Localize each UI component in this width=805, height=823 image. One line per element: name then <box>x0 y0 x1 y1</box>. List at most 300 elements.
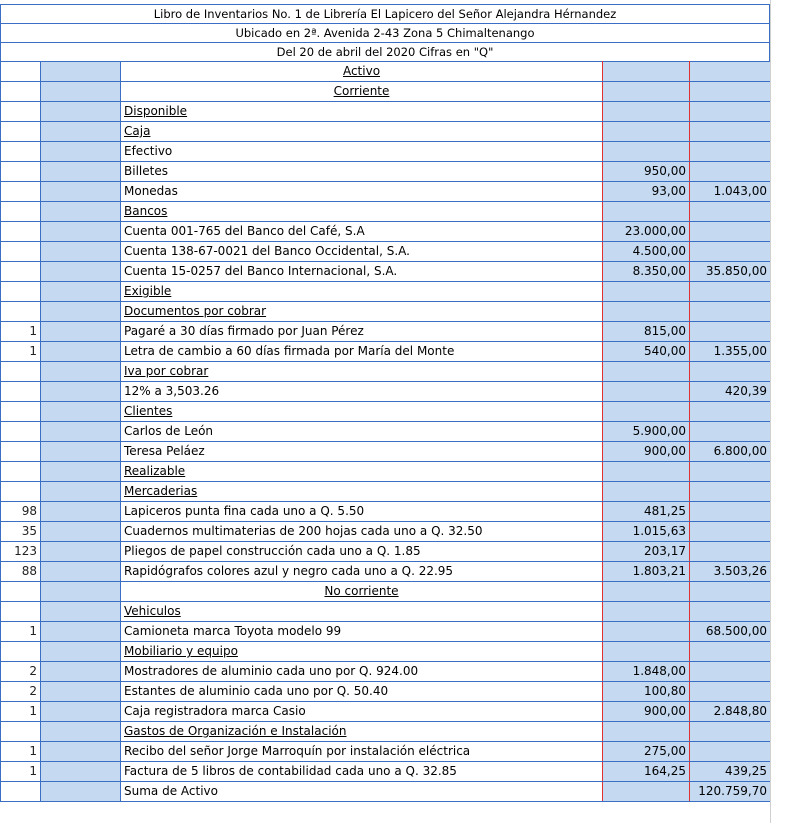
blank-cell[interactable] <box>41 602 121 622</box>
description-cell[interactable] <box>121 382 603 402</box>
total-amount-cell[interactable] <box>690 262 771 282</box>
inventory-table <box>0 61 771 802</box>
partial-amount-text: 275,00 <box>644 744 686 758</box>
quantity-cell[interactable] <box>1 122 41 142</box>
description-cell[interactable] <box>121 222 603 242</box>
total-amount-cell[interactable] <box>690 722 771 742</box>
quantity-text: 1 <box>29 744 37 758</box>
quantity-text: 1 <box>29 344 37 358</box>
description-cell[interactable] <box>121 582 603 602</box>
total-amount-cell[interactable] <box>690 362 771 382</box>
quantity-text: 98 <box>21 504 37 518</box>
blank-cell[interactable] <box>41 782 121 802</box>
blank-cell[interactable] <box>41 762 121 782</box>
partial-amount-cell[interactable] <box>603 642 690 662</box>
description-cell[interactable] <box>121 522 603 542</box>
total-amount-cell[interactable] <box>690 622 771 642</box>
quantity-cell[interactable] <box>1 102 41 122</box>
total-amount-cell[interactable] <box>690 682 771 702</box>
total-amount-text: 1.355,00 <box>713 344 767 358</box>
quantity-text: 2 <box>29 684 37 698</box>
description-text: Caja <box>124 124 151 138</box>
description-text: Cuadernos multimaterias de 200 hojas cada uno a Q. 32.50 <box>124 524 483 538</box>
total-amount-cell[interactable] <box>690 782 771 802</box>
table-row <box>1 622 771 642</box>
quantity-cell[interactable] <box>1 62 41 82</box>
table-row <box>1 482 771 502</box>
partial-amount-cell[interactable] <box>603 222 690 242</box>
partial-amount-cell[interactable] <box>603 102 690 122</box>
partial-amount-cell[interactable] <box>603 742 690 762</box>
table-row <box>1 302 771 322</box>
description-text: Iva por cobrar <box>124 364 209 378</box>
description-text: Caja registradora marca Casio <box>124 704 306 718</box>
partial-amount-cell[interactable] <box>603 242 690 262</box>
header-address-cell[interactable] <box>0 23 770 43</box>
description-text: Disponible <box>124 104 188 118</box>
total-amount-cell[interactable] <box>690 202 771 222</box>
blank-cell[interactable] <box>41 482 121 502</box>
partial-amount-cell[interactable] <box>603 402 690 422</box>
partial-amount-cell[interactable] <box>603 722 690 742</box>
quantity-text: 1 <box>29 624 37 638</box>
partial-amount-cell[interactable] <box>603 322 690 342</box>
blank-cell[interactable] <box>41 182 121 202</box>
quantity-cell[interactable] <box>1 782 41 802</box>
quantity-cell[interactable] <box>1 202 41 222</box>
total-amount-cell[interactable] <box>690 82 771 102</box>
quantity-cell[interactable] <box>1 142 41 162</box>
total-amount-cell[interactable] <box>690 582 771 602</box>
partial-amount-text: 5.900,00 <box>632 424 686 438</box>
description-cell[interactable] <box>121 202 603 222</box>
description-cell[interactable] <box>121 102 603 122</box>
description-text: Teresa Peláez <box>124 444 205 458</box>
table-row <box>1 222 771 242</box>
total-amount-cell[interactable] <box>690 302 771 322</box>
description-text: Pagaré a 30 días firmado por Juan Pérez <box>124 324 364 338</box>
total-amount-cell[interactable] <box>690 282 771 302</box>
partial-amount-cell[interactable] <box>603 522 690 542</box>
total-amount-cell[interactable] <box>690 442 771 462</box>
description-cell[interactable] <box>121 342 603 362</box>
total-amount-cell[interactable] <box>690 142 771 162</box>
header-address: Ubicado en 2ª. Avenida 2-43 Zona 5 Chimaltenango <box>235 26 535 40</box>
table-row <box>1 702 771 722</box>
total-amount-cell[interactable] <box>690 502 771 522</box>
quantity-cell[interactable] <box>1 742 41 762</box>
table-row <box>1 762 771 782</box>
total-amount-text: 68.500,00 <box>705 624 767 638</box>
quantity-cell[interactable] <box>1 322 41 342</box>
header-date-cell[interactable] <box>0 42 770 62</box>
description-cell[interactable] <box>121 262 603 282</box>
description-cell[interactable] <box>121 62 603 82</box>
table-row <box>1 682 771 702</box>
blank-cell[interactable] <box>41 562 121 582</box>
header-date: Del 20 de abril del 2020 Cifras en "Q" <box>276 45 494 59</box>
partial-amount-cell[interactable] <box>603 682 690 702</box>
quantity-cell[interactable] <box>1 222 41 242</box>
quantity-text: 1 <box>29 764 37 778</box>
blank-cell[interactable] <box>41 102 121 122</box>
description-cell[interactable] <box>121 302 603 322</box>
header-title: Libro de Inventarios No. 1 de Librería El Lapicero del Señor Alejandra Hérnandez <box>153 7 617 21</box>
table-row <box>1 202 771 222</box>
table-row <box>1 782 771 802</box>
description-text: Cuenta 138-67-0021 del Banco Occidental, S.A. <box>124 244 410 258</box>
description-text: Clientes <box>124 404 173 418</box>
description-cell[interactable] <box>121 362 603 382</box>
table-row <box>1 602 771 622</box>
partial-amount-text: 540,00 <box>644 344 686 358</box>
description-cell[interactable] <box>121 542 603 562</box>
quantity-text: 1 <box>29 704 37 718</box>
partial-amount-cell[interactable] <box>603 202 690 222</box>
blank-cell[interactable] <box>41 242 121 262</box>
blank-cell[interactable] <box>41 522 121 542</box>
partial-amount-cell[interactable] <box>603 62 690 82</box>
description-cell[interactable] <box>121 562 603 582</box>
blank-cell[interactable] <box>41 582 121 602</box>
table-row <box>1 742 771 762</box>
partial-amount-text: 1.015,63 <box>632 524 686 538</box>
blank-cell[interactable] <box>41 62 121 82</box>
total-amount-cell[interactable] <box>690 602 771 622</box>
description-cell[interactable] <box>121 742 603 762</box>
partial-amount-cell[interactable] <box>603 442 690 462</box>
description-text: Carlos de León <box>124 424 214 438</box>
blank-cell[interactable] <box>41 642 121 662</box>
total-amount-cell[interactable] <box>690 522 771 542</box>
total-amount-cell[interactable] <box>690 562 771 582</box>
partial-amount-text: 23.000,00 <box>624 224 686 238</box>
total-amount-text: 3.503,26 <box>713 564 767 578</box>
blank-cell[interactable] <box>41 462 121 482</box>
total-amount-cell[interactable] <box>690 62 771 82</box>
partial-amount-text: 93,00 <box>651 184 686 198</box>
quantity-text: 88 <box>21 564 37 578</box>
quantity-cell[interactable] <box>1 182 41 202</box>
table-row <box>1 62 771 82</box>
partial-amount-cell[interactable] <box>603 462 690 482</box>
total-amount-text: 2.848,80 <box>713 704 767 718</box>
blank-cell[interactable] <box>41 402 121 422</box>
table-row <box>1 342 771 362</box>
blank-cell[interactable] <box>41 262 121 282</box>
partial-amount-cell[interactable] <box>603 622 690 642</box>
description-cell[interactable] <box>121 762 603 782</box>
quantity-cell[interactable] <box>1 362 41 382</box>
quantity-cell[interactable] <box>1 282 41 302</box>
description-text: Suma de Activo <box>124 784 218 798</box>
header-title-cell[interactable] <box>0 4 770 24</box>
partial-amount-cell[interactable] <box>603 762 690 782</box>
total-amount-cell[interactable] <box>690 342 771 362</box>
total-amount-cell[interactable] <box>690 462 771 482</box>
description-text: 12% a 3,503.26 <box>124 384 220 398</box>
description-cell[interactable] <box>121 462 603 482</box>
description-cell[interactable] <box>121 602 603 622</box>
total-amount-cell[interactable] <box>690 422 771 442</box>
total-amount-cell[interactable] <box>690 482 771 502</box>
table-row <box>1 642 771 662</box>
description-cell[interactable] <box>121 702 603 722</box>
partial-amount-cell[interactable] <box>603 302 690 322</box>
quantity-cell[interactable] <box>1 342 41 362</box>
description-text: Cuenta 001-765 del Banco del Café, S.A <box>124 224 365 238</box>
blank-cell[interactable] <box>41 202 121 222</box>
description-text: Corriente <box>333 84 390 98</box>
description-cell[interactable] <box>121 722 603 742</box>
table-row <box>1 662 771 682</box>
description-text: Gastos de Organización e Instalación <box>124 724 347 738</box>
partial-amount-cell[interactable] <box>603 142 690 162</box>
partial-amount-cell[interactable] <box>603 362 690 382</box>
quantity-cell[interactable] <box>1 262 41 282</box>
quantity-cell[interactable] <box>1 722 41 742</box>
total-amount-cell[interactable] <box>690 162 771 182</box>
total-amount-cell[interactable] <box>690 402 771 422</box>
blank-cell[interactable] <box>41 222 121 242</box>
table-row <box>1 722 771 742</box>
partial-amount-cell[interactable] <box>603 282 690 302</box>
total-amount-cell[interactable] <box>690 542 771 562</box>
table-row <box>1 382 771 402</box>
description-cell[interactable] <box>121 242 603 262</box>
description-text: Letra de cambio a 60 días firmada por María del Monte <box>124 344 455 358</box>
partial-amount-text: 900,00 <box>644 704 686 718</box>
partial-amount-text: 1.848,00 <box>632 664 686 678</box>
quantity-cell[interactable] <box>1 82 41 102</box>
quantity-text: 123 <box>14 544 37 558</box>
description-text: Estantes de aluminio cada uno por Q. 50.40 <box>124 684 389 698</box>
description-text: Mobiliario y equipo <box>124 644 238 658</box>
quantity-cell[interactable] <box>1 562 41 582</box>
description-text: Factura de 5 libros de contabilidad cada uno a Q. 32.85 <box>124 764 457 778</box>
total-amount-text: 6.800,00 <box>713 444 767 458</box>
table-row <box>1 102 771 122</box>
description-cell[interactable] <box>121 122 603 142</box>
quantity-cell[interactable] <box>1 642 41 662</box>
quantity-cell[interactable] <box>1 422 41 442</box>
blank-cell[interactable] <box>41 162 121 182</box>
partial-amount-cell[interactable] <box>603 182 690 202</box>
partial-amount-text: 950,00 <box>644 164 686 178</box>
table-row <box>1 542 771 562</box>
quantity-cell[interactable] <box>1 302 41 322</box>
blank-cell[interactable] <box>41 422 121 442</box>
partial-amount-cell[interactable] <box>603 482 690 502</box>
quantity-cell[interactable] <box>1 762 41 782</box>
description-cell[interactable] <box>121 642 603 662</box>
total-amount-cell[interactable] <box>690 182 771 202</box>
total-amount-text: 35.850,00 <box>705 264 767 278</box>
quantity-cell[interactable] <box>1 702 41 722</box>
partial-amount-cell[interactable] <box>603 602 690 622</box>
blank-cell[interactable] <box>41 622 121 642</box>
blank-cell[interactable] <box>41 702 121 722</box>
description-text: Pliegos de papel construcción cada uno a Q. 1.85 <box>124 544 421 558</box>
description-text: Recibo del señor Jorge Marroquín por instalación eléctrica <box>124 744 471 758</box>
quantity-cell[interactable] <box>1 482 41 502</box>
total-amount-text: 439,25 <box>725 764 767 778</box>
blank-cell[interactable] <box>41 302 121 322</box>
partial-amount-cell[interactable] <box>603 382 690 402</box>
blank-cell[interactable] <box>41 382 121 402</box>
partial-amount-cell[interactable] <box>603 562 690 582</box>
partial-amount-cell[interactable] <box>603 82 690 102</box>
description-cell[interactable] <box>121 682 603 702</box>
total-amount-cell[interactable] <box>690 642 771 662</box>
quantity-cell[interactable] <box>1 162 41 182</box>
total-amount-text: 420,39 <box>725 384 767 398</box>
blank-cell[interactable] <box>41 362 121 382</box>
table-row <box>1 122 771 142</box>
table-row <box>1 442 771 462</box>
partial-amount-text: 4.500,00 <box>632 244 686 258</box>
total-amount-cell[interactable] <box>690 742 771 762</box>
partial-amount-cell[interactable] <box>603 782 690 802</box>
partial-amount-text: 1.803,21 <box>632 564 686 578</box>
total-amount-cell[interactable] <box>690 322 771 342</box>
table-row <box>1 362 771 382</box>
blank-cell[interactable] <box>41 282 121 302</box>
partial-amount-cell[interactable] <box>603 662 690 682</box>
description-text: No corriente <box>324 584 399 598</box>
quantity-cell[interactable] <box>1 442 41 462</box>
total-amount-cell[interactable] <box>690 102 771 122</box>
partial-amount-cell[interactable] <box>603 262 690 282</box>
partial-amount-cell[interactable] <box>603 162 690 182</box>
table-row <box>1 502 771 522</box>
table-row <box>1 562 771 582</box>
partial-amount-cell[interactable] <box>603 502 690 522</box>
total-amount-cell[interactable] <box>690 662 771 682</box>
table-row <box>1 142 771 162</box>
description-cell[interactable] <box>121 502 603 522</box>
quantity-cell[interactable] <box>1 502 41 522</box>
description-cell[interactable] <box>121 422 603 442</box>
description-cell[interactable] <box>121 442 603 462</box>
partial-amount-text: 8.350,00 <box>632 264 686 278</box>
table-row <box>1 402 771 422</box>
quantity-cell[interactable] <box>1 682 41 702</box>
table-row <box>1 422 771 442</box>
blank-cell[interactable] <box>41 662 121 682</box>
quantity-text: 35 <box>21 524 37 538</box>
description-text: Vehiculos <box>124 604 181 618</box>
quantity-cell[interactable] <box>1 582 41 602</box>
description-text: Exigible <box>124 284 172 298</box>
partial-amount-cell[interactable] <box>603 542 690 562</box>
quantity-text: 1 <box>29 324 37 338</box>
quantity-cell[interactable] <box>1 602 41 622</box>
description-text: Realizable <box>124 464 186 478</box>
description-text: Efectivo <box>124 144 173 158</box>
blank-cell[interactable] <box>41 502 121 522</box>
blank-cell[interactable] <box>41 322 121 342</box>
description-text: Mostradores de aluminio cada uno por Q. 924.00 <box>124 664 419 678</box>
blank-cell[interactable] <box>41 682 121 702</box>
quantity-cell[interactable] <box>1 462 41 482</box>
table-row <box>1 162 771 182</box>
description-cell[interactable] <box>121 662 603 682</box>
partial-amount-cell[interactable] <box>603 582 690 602</box>
partial-amount-text: 900,00 <box>644 444 686 458</box>
table-row <box>1 462 771 482</box>
description-text: Cuenta 15-0257 del Banco Internacional, S.A. <box>124 264 398 278</box>
total-amount-cell[interactable] <box>690 702 771 722</box>
partial-amount-cell[interactable] <box>603 422 690 442</box>
description-text: Rapidógrafos colores azul y negro cada uno a Q. 22.95 <box>124 564 454 578</box>
quantity-cell[interactable] <box>1 382 41 402</box>
description-cell[interactable] <box>121 182 603 202</box>
quantity-cell[interactable] <box>1 522 41 542</box>
total-amount-cell[interactable] <box>690 762 771 782</box>
description-cell[interactable] <box>121 782 603 802</box>
total-amount-cell[interactable] <box>690 382 771 402</box>
description-text: Activo <box>342 64 381 78</box>
quantity-cell[interactable] <box>1 402 41 422</box>
description-cell[interactable] <box>121 402 603 422</box>
partial-amount-text: 203,17 <box>644 544 686 558</box>
blank-cell[interactable] <box>41 722 121 742</box>
total-amount-text: 120.759,70 <box>698 784 767 798</box>
description-text: Documentos por cobrar <box>124 304 267 318</box>
blank-cell[interactable] <box>41 542 121 562</box>
description-cell[interactable] <box>121 142 603 162</box>
quantity-cell[interactable] <box>1 662 41 682</box>
description-cell[interactable] <box>121 322 603 342</box>
partial-amount-cell[interactable] <box>603 702 690 722</box>
description-text: Bancos <box>124 204 168 218</box>
blank-cell[interactable] <box>41 342 121 362</box>
description-cell[interactable] <box>121 622 603 642</box>
description-text: Camioneta marca Toyota modelo 99 <box>124 624 342 638</box>
table-row <box>1 82 771 102</box>
blank-cell[interactable] <box>41 742 121 762</box>
total-amount-cell[interactable] <box>690 222 771 242</box>
partial-amount-cell[interactable] <box>603 122 690 142</box>
right-gridline <box>770 0 771 823</box>
quantity-cell[interactable] <box>1 242 41 262</box>
description-cell[interactable] <box>121 482 603 502</box>
total-amount-cell[interactable] <box>690 122 771 142</box>
quantity-cell[interactable] <box>1 622 41 642</box>
total-amount-cell[interactable] <box>690 242 771 262</box>
description-text: Monedas <box>124 184 178 198</box>
quantity-cell[interactable] <box>1 542 41 562</box>
blank-cell[interactable] <box>41 142 121 162</box>
description-cell[interactable] <box>121 282 603 302</box>
quantity-text: 2 <box>29 664 37 678</box>
blank-cell[interactable] <box>41 122 121 142</box>
description-cell[interactable] <box>121 162 603 182</box>
partial-amount-text: 100,80 <box>644 684 686 698</box>
partial-amount-text: 164,25 <box>644 764 686 778</box>
description-cell[interactable] <box>121 82 603 102</box>
table-row <box>1 582 771 602</box>
blank-cell[interactable] <box>41 442 121 462</box>
partial-amount-cell[interactable] <box>603 342 690 362</box>
table-row <box>1 262 771 282</box>
description-text: Mercaderias <box>124 484 198 498</box>
blank-cell[interactable] <box>41 82 121 102</box>
description-text: Lapiceros punta fina cada uno a Q. 5.50 <box>124 504 365 518</box>
table-row <box>1 322 771 342</box>
description-text: Billetes <box>124 164 168 178</box>
